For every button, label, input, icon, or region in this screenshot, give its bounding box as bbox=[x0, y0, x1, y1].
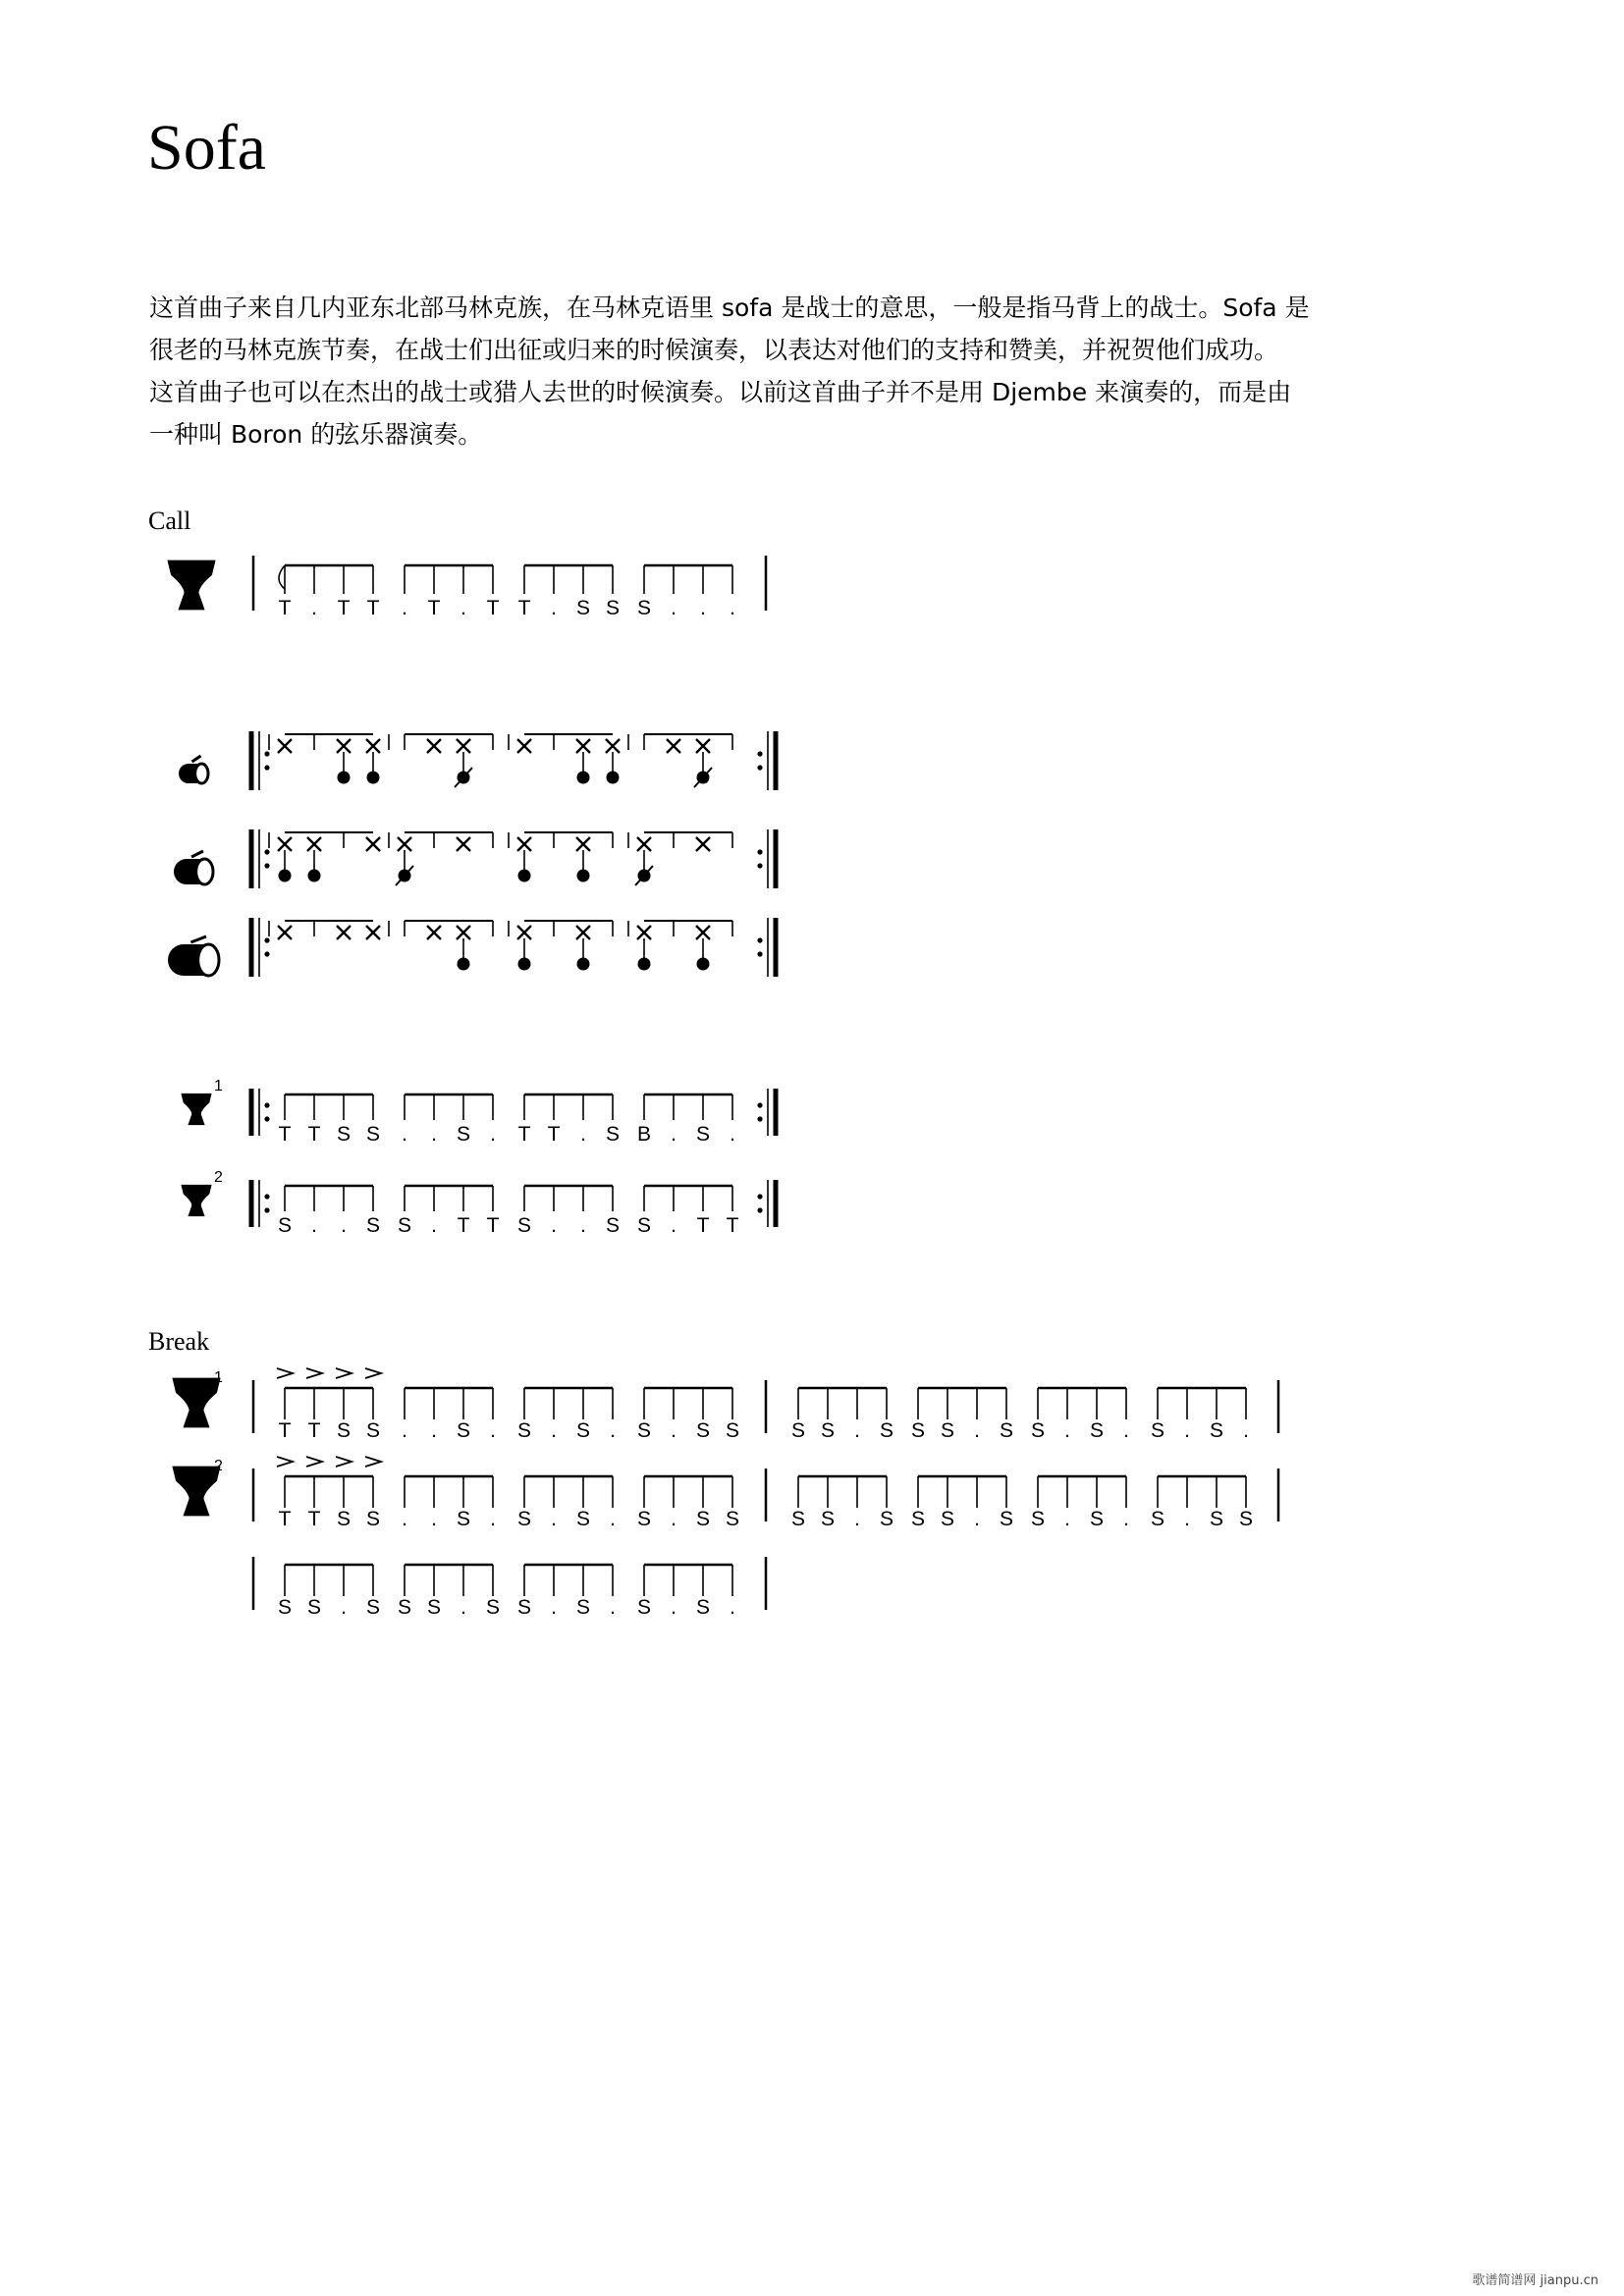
note-stroke: T bbox=[278, 1123, 292, 1146]
note-stroke: S bbox=[910, 1508, 926, 1530]
drum-open bbox=[577, 772, 590, 784]
note-stroke: S bbox=[1150, 1419, 1165, 1442]
note-stroke: S bbox=[636, 597, 652, 619]
dundunba-icon-stick bbox=[190, 936, 206, 942]
note-stroke: S bbox=[636, 1214, 652, 1237]
note-stroke: S bbox=[725, 1508, 740, 1530]
note-stroke: S bbox=[426, 1596, 442, 1619]
note-stroke: T bbox=[517, 1123, 531, 1146]
note-stroke: . bbox=[490, 1123, 496, 1146]
dundunba-icon-head bbox=[198, 944, 219, 976]
pickup-tie bbox=[279, 565, 285, 589]
note-stroke: . bbox=[551, 1508, 557, 1530]
note-stroke: T bbox=[278, 1419, 292, 1442]
note-stroke: S bbox=[695, 1596, 711, 1619]
note-stroke: S bbox=[999, 1419, 1014, 1442]
note-stroke: S bbox=[516, 1508, 532, 1530]
note-stroke: S bbox=[336, 1123, 352, 1146]
drum-open bbox=[458, 958, 470, 971]
note-stroke: S bbox=[575, 1596, 591, 1619]
note-stroke: S bbox=[879, 1419, 894, 1442]
note-stroke: S bbox=[456, 1419, 471, 1442]
note-stroke: S bbox=[397, 1596, 412, 1619]
repeat-dot bbox=[264, 765, 269, 770]
note-stroke: T bbox=[547, 1123, 561, 1146]
note-stroke: . bbox=[671, 1419, 677, 1442]
note-stroke: . bbox=[700, 597, 706, 619]
note-stroke: S bbox=[1089, 1419, 1105, 1442]
note-stroke: S bbox=[575, 597, 591, 619]
note-stroke: T bbox=[486, 597, 500, 619]
note-stroke: S bbox=[940, 1419, 955, 1442]
intro-line: 一种叫 Boron 的弦乐器演奏。 bbox=[149, 420, 483, 449]
note-stroke: T bbox=[517, 597, 531, 619]
note-stroke: S bbox=[605, 1214, 621, 1237]
repeat-dot bbox=[757, 937, 762, 942]
note-stroke: . bbox=[974, 1508, 980, 1530]
note-stroke: . bbox=[671, 1596, 677, 1619]
repeat-dot bbox=[264, 849, 269, 854]
break-section-label: Break bbox=[148, 1327, 210, 1356]
note-stroke: . bbox=[341, 1596, 347, 1619]
accompaniment-djembe-icon bbox=[181, 1094, 211, 1125]
page-title: Sofa bbox=[147, 112, 266, 184]
note-stroke: . bbox=[402, 597, 407, 619]
repeat-dot bbox=[757, 1207, 762, 1212]
note-stroke: . bbox=[1184, 1508, 1190, 1530]
note-stroke: S bbox=[1209, 1508, 1224, 1530]
note-stroke: . bbox=[610, 1508, 616, 1530]
note-stroke: S bbox=[575, 1508, 591, 1530]
accent-mark bbox=[306, 1457, 322, 1467]
intro-line: 这首曲子来自几内亚东北部马林克族，在马林克语里 sofa 是战士的意思，一般是指马背上的战士。Sofa 是 bbox=[149, 294, 1310, 322]
note-stroke: . bbox=[974, 1419, 980, 1442]
drum-open bbox=[308, 870, 321, 882]
note-stroke: S bbox=[516, 1596, 532, 1619]
repeat-dot bbox=[757, 1194, 762, 1199]
note-stroke: S bbox=[695, 1508, 711, 1530]
note-stroke: S bbox=[820, 1508, 836, 1530]
note-stroke: . bbox=[610, 1596, 616, 1619]
accent-mark bbox=[365, 1368, 381, 1378]
note-stroke: . bbox=[730, 1596, 735, 1619]
note-stroke: . bbox=[671, 1214, 677, 1237]
note-stroke: . bbox=[580, 1123, 586, 1146]
note-stroke: S bbox=[820, 1419, 836, 1442]
repeat-dot bbox=[757, 863, 762, 868]
note-stroke: . bbox=[1064, 1508, 1070, 1530]
note-stroke: . bbox=[341, 1214, 347, 1237]
note-stroke: S bbox=[336, 1419, 352, 1442]
note-stroke: . bbox=[431, 1123, 437, 1146]
note-stroke: S bbox=[725, 1419, 740, 1442]
accent-mark bbox=[277, 1457, 293, 1467]
note-stroke: . bbox=[671, 1123, 677, 1146]
intro-line: 这首曲子也可以在杰出的战士或猎人去世的时候演奏。以前这首曲子并不是用 Djembe 来演奏的，而是由 bbox=[149, 378, 1292, 406]
note-stroke: S bbox=[1089, 1508, 1105, 1530]
drum-open bbox=[279, 870, 292, 882]
note-stroke: T bbox=[307, 1419, 321, 1442]
note-stroke: . bbox=[1123, 1419, 1129, 1442]
note-stroke: S bbox=[910, 1419, 926, 1442]
note-stroke: . bbox=[460, 597, 466, 619]
note-stroke: . bbox=[402, 1508, 407, 1530]
note-stroke: S bbox=[516, 1419, 532, 1442]
note-stroke: . bbox=[610, 1419, 616, 1442]
drum-open bbox=[338, 772, 351, 784]
repeat-dot bbox=[757, 765, 762, 770]
note-stroke: T bbox=[337, 597, 351, 619]
note-stroke: T bbox=[696, 1214, 710, 1237]
note-stroke: . bbox=[580, 1214, 586, 1237]
note-stroke: . bbox=[854, 1419, 860, 1442]
drum-open bbox=[697, 958, 710, 971]
note-stroke: S bbox=[365, 1508, 381, 1530]
note-stroke: . bbox=[460, 1596, 466, 1619]
note-stroke: T bbox=[427, 597, 441, 619]
note-stroke: S bbox=[365, 1596, 381, 1619]
note-stroke: . bbox=[431, 1419, 437, 1442]
repeat-dot bbox=[264, 1194, 269, 1199]
note-stroke: S bbox=[1209, 1419, 1224, 1442]
note-stroke: S bbox=[636, 1596, 652, 1619]
intro-line: 很老的马林克族节奏，在战士们出征或归来的时候演奏，以表达对他们的支持和赞美，并祝贺他们成功。 bbox=[149, 336, 1279, 364]
note-stroke: . bbox=[1184, 1419, 1190, 1442]
note-stroke: T bbox=[278, 1508, 292, 1530]
note-stroke: S bbox=[336, 1508, 352, 1530]
note-stroke: S bbox=[277, 1214, 293, 1237]
note-stroke: . bbox=[1243, 1419, 1249, 1442]
note-stroke: S bbox=[695, 1123, 711, 1146]
repeat-dot bbox=[264, 1207, 269, 1212]
note-stroke: S bbox=[790, 1508, 806, 1530]
note-stroke: S bbox=[277, 1596, 293, 1619]
call-djembe-icon bbox=[167, 561, 215, 611]
repeat-dot bbox=[264, 1116, 269, 1121]
note-stroke: . bbox=[1123, 1508, 1129, 1530]
repeat-dot bbox=[264, 937, 269, 942]
note-stroke: S bbox=[879, 1508, 894, 1530]
note-stroke: S bbox=[695, 1419, 711, 1442]
note-stroke: T bbox=[457, 1214, 470, 1237]
accent-mark bbox=[306, 1368, 322, 1378]
accent-mark bbox=[336, 1368, 352, 1378]
note-stroke: S bbox=[605, 1123, 621, 1146]
note-stroke: S bbox=[306, 1596, 322, 1619]
note-stroke: . bbox=[730, 597, 735, 619]
note-stroke: S bbox=[636, 1508, 652, 1530]
note-stroke: S bbox=[456, 1508, 471, 1530]
repeat-dot bbox=[264, 951, 269, 956]
kenkeni-icon-head bbox=[195, 764, 208, 783]
repeat-dot bbox=[264, 863, 269, 868]
note-stroke: T bbox=[307, 1123, 321, 1146]
note-stroke: . bbox=[551, 1214, 557, 1237]
note-stroke: . bbox=[551, 1596, 557, 1619]
note-stroke: S bbox=[940, 1508, 955, 1530]
note-stroke: T bbox=[486, 1214, 500, 1237]
note-stroke: T bbox=[726, 1214, 739, 1237]
note-stroke: S bbox=[365, 1419, 381, 1442]
note-stroke: . bbox=[854, 1508, 860, 1530]
note-stroke: T bbox=[366, 597, 380, 619]
accent-mark bbox=[336, 1457, 352, 1467]
sangban-icon-stick bbox=[191, 851, 203, 857]
call-section-label: Call bbox=[148, 507, 191, 535]
drum-open bbox=[607, 772, 620, 784]
drum-open bbox=[518, 870, 531, 882]
note-stroke: S bbox=[999, 1508, 1014, 1530]
drum-open bbox=[577, 870, 590, 882]
note-stroke: S bbox=[636, 1419, 652, 1442]
line-number: 1 bbox=[214, 1078, 223, 1095]
drum-open bbox=[577, 958, 590, 971]
note-stroke: . bbox=[551, 597, 557, 619]
note-stroke: . bbox=[402, 1123, 407, 1146]
note-stroke: T bbox=[307, 1508, 321, 1530]
note-stroke: S bbox=[790, 1419, 806, 1442]
drum-open bbox=[367, 772, 380, 784]
repeat-dot bbox=[757, 751, 762, 756]
note-stroke: T bbox=[278, 597, 292, 619]
note-stroke: . bbox=[402, 1419, 407, 1442]
kenkeni-icon-stick bbox=[192, 756, 201, 762]
sangban-icon-head bbox=[196, 859, 213, 884]
note-stroke: S bbox=[1030, 1419, 1046, 1442]
note-stroke: S bbox=[397, 1214, 412, 1237]
note-stroke: . bbox=[671, 597, 677, 619]
repeat-dot bbox=[757, 849, 762, 854]
repeat-dot bbox=[264, 751, 269, 756]
note-stroke: S bbox=[1030, 1508, 1046, 1530]
drum-open bbox=[518, 958, 531, 971]
note-stroke: S bbox=[456, 1123, 471, 1146]
line-number: 2 bbox=[214, 1169, 223, 1186]
note-stroke: . bbox=[490, 1508, 496, 1530]
note-stroke: S bbox=[575, 1419, 591, 1442]
repeat-dot bbox=[757, 1102, 762, 1107]
note-stroke: . bbox=[490, 1419, 496, 1442]
note-stroke: S bbox=[365, 1214, 381, 1237]
note-stroke: . bbox=[311, 597, 317, 619]
repeat-dot bbox=[757, 1116, 762, 1121]
note-stroke: B bbox=[636, 1123, 652, 1146]
note-stroke: S bbox=[485, 1596, 501, 1619]
note-stroke: . bbox=[671, 1508, 677, 1530]
note-stroke: . bbox=[1064, 1419, 1070, 1442]
note-stroke: S bbox=[516, 1214, 532, 1237]
watermark: 歌谱简谱网 jianpu.cn bbox=[1472, 2273, 1598, 2288]
note-stroke: . bbox=[431, 1508, 437, 1530]
drum-open bbox=[638, 958, 651, 971]
note-stroke: . bbox=[551, 1419, 557, 1442]
line-number: 1 bbox=[214, 1369, 223, 1386]
note-stroke: . bbox=[311, 1214, 317, 1237]
note-stroke: . bbox=[730, 1123, 735, 1146]
note-stroke: S bbox=[605, 597, 621, 619]
repeat-dot bbox=[757, 951, 762, 956]
note-stroke: . bbox=[431, 1214, 437, 1237]
accompaniment-djembe-icon bbox=[181, 1185, 211, 1216]
accent-mark bbox=[365, 1457, 381, 1467]
accent-mark bbox=[277, 1368, 293, 1378]
note-stroke: S bbox=[1150, 1508, 1165, 1530]
note-stroke: S bbox=[1238, 1508, 1254, 1530]
repeat-dot bbox=[264, 1102, 269, 1107]
line-number: 2 bbox=[214, 1458, 223, 1474]
note-stroke: S bbox=[365, 1123, 381, 1146]
